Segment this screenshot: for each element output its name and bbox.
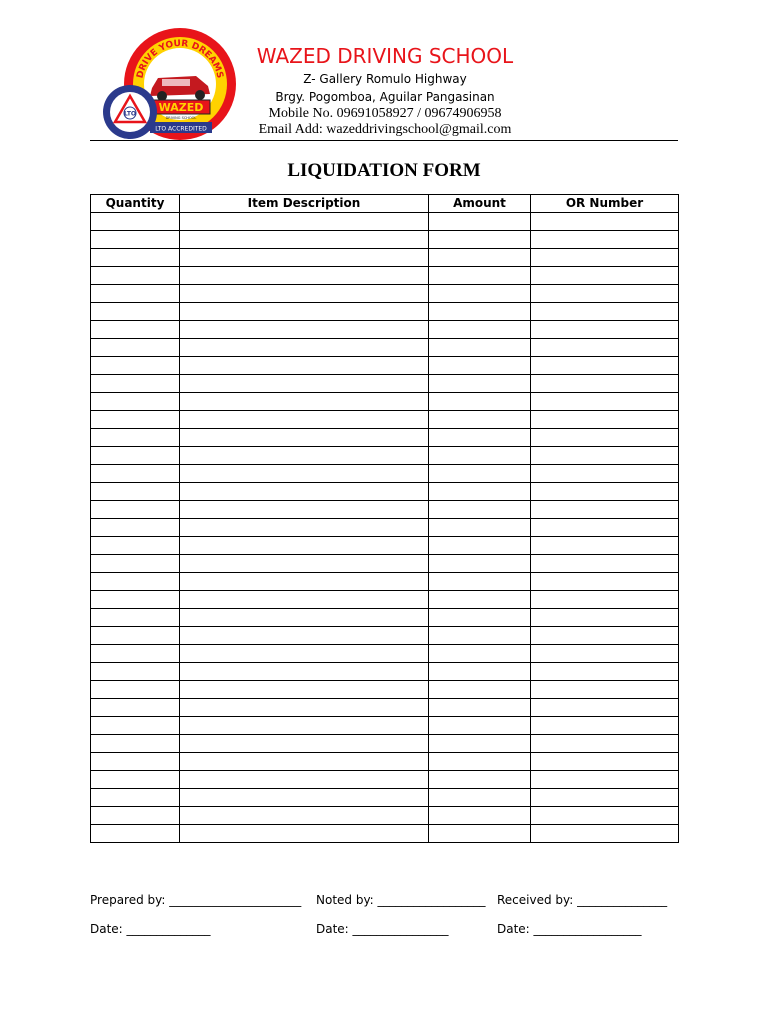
amount-cell[interactable]	[429, 753, 531, 771]
quantity-cell[interactable]	[91, 825, 180, 843]
amount-cell[interactable]	[429, 465, 531, 483]
quantity-cell[interactable]	[91, 591, 180, 609]
or-number-cell[interactable]	[531, 717, 679, 735]
quantity-cell[interactable]	[91, 681, 180, 699]
quantity-cell[interactable]	[91, 357, 180, 375]
item-description-cell[interactable]	[180, 627, 429, 645]
column-header-amount: Amount	[429, 195, 531, 213]
mobile-numbers: Mobile No. 09691058927 / 09674906958	[268, 106, 502, 121]
lto-seal-icon	[103, 85, 157, 139]
header-divider	[90, 140, 678, 141]
table-body	[91, 213, 679, 843]
table-row	[91, 393, 679, 411]
amount-cell[interactable]	[429, 555, 531, 573]
amount-cell[interactable]	[429, 825, 531, 843]
table-row	[91, 249, 679, 267]
column-header-quantity: Quantity	[91, 195, 180, 213]
item-description-cell[interactable]	[180, 807, 429, 825]
quantity-cell[interactable]	[91, 609, 180, 627]
quantity-cell[interactable]	[91, 717, 180, 735]
quantity-cell[interactable]	[91, 699, 180, 717]
item-description-cell[interactable]	[180, 465, 429, 483]
or-number-cell[interactable]	[531, 357, 679, 375]
quantity-cell[interactable]	[91, 771, 180, 789]
or-number-cell[interactable]	[531, 609, 679, 627]
quantity-cell[interactable]	[91, 501, 180, 519]
quantity-cell[interactable]	[91, 555, 180, 573]
amount-cell[interactable]	[429, 267, 531, 285]
table-row	[91, 267, 679, 285]
item-description-cell[interactable]	[180, 303, 429, 321]
email-address: Email Add: wazeddrivingschool@gmail.com	[258, 122, 512, 137]
quantity-cell[interactable]	[91, 393, 180, 411]
quantity-cell[interactable]	[91, 645, 180, 663]
or-number-cell[interactable]	[531, 267, 679, 285]
item-description-cell[interactable]	[180, 753, 429, 771]
table-row	[91, 663, 679, 681]
item-description-cell[interactable]	[180, 573, 429, 591]
table-row	[91, 789, 679, 807]
item-description-cell[interactable]	[180, 681, 429, 699]
item-description-cell[interactable]	[180, 375, 429, 393]
amount-cell[interactable]	[429, 771, 531, 789]
table-row	[91, 303, 679, 321]
amount-cell[interactable]	[429, 303, 531, 321]
amount-cell[interactable]	[429, 393, 531, 411]
noted-by-field[interactable]: Noted by: __________________	[316, 893, 486, 907]
or-number-cell[interactable]	[531, 663, 679, 681]
or-number-cell[interactable]	[531, 825, 679, 843]
table-row	[91, 681, 679, 699]
quantity-cell[interactable]	[91, 483, 180, 501]
item-description-cell[interactable]	[180, 501, 429, 519]
table-row	[91, 285, 679, 303]
amount-cell[interactable]	[429, 321, 531, 339]
or-number-cell[interactable]	[531, 393, 679, 411]
amount-cell[interactable]	[429, 357, 531, 375]
quantity-cell[interactable]	[91, 573, 180, 591]
table-row	[91, 717, 679, 735]
logo-brand: WAZED	[158, 101, 204, 114]
item-description-cell[interactable]	[180, 357, 429, 375]
table-row	[91, 591, 679, 609]
amount-cell[interactable]	[429, 447, 531, 465]
amount-cell[interactable]	[429, 339, 531, 357]
amount-cell[interactable]	[429, 807, 531, 825]
table-row	[91, 825, 679, 843]
table-row	[91, 753, 679, 771]
table-row	[91, 699, 679, 717]
quantity-cell[interactable]	[91, 537, 180, 555]
item-description-cell[interactable]	[180, 555, 429, 573]
quantity-cell[interactable]	[91, 321, 180, 339]
amount-cell[interactable]	[429, 501, 531, 519]
quantity-cell[interactable]	[91, 267, 180, 285]
or-number-cell[interactable]	[531, 321, 679, 339]
or-number-cell[interactable]	[531, 501, 679, 519]
or-number-cell[interactable]	[531, 753, 679, 771]
column-header-or-number: OR Number	[531, 195, 679, 213]
amount-cell[interactable]	[429, 627, 531, 645]
item-description-cell[interactable]	[180, 609, 429, 627]
or-number-cell[interactable]	[531, 231, 679, 249]
amount-cell[interactable]	[429, 249, 531, 267]
amount-cell[interactable]	[429, 645, 531, 663]
logo-arc-text: DRIVE YOUR DREAMS	[135, 38, 225, 80]
quantity-cell[interactable]	[91, 375, 180, 393]
amount-cell[interactable]	[429, 429, 531, 447]
prepared-date-field[interactable]: Date: ______________	[90, 922, 211, 936]
amount-cell[interactable]	[429, 663, 531, 681]
amount-cell[interactable]	[429, 681, 531, 699]
quantity-cell[interactable]	[91, 465, 180, 483]
item-description-cell[interactable]	[180, 771, 429, 789]
or-number-cell[interactable]	[531, 699, 679, 717]
item-description-cell[interactable]	[180, 483, 429, 501]
item-description-cell[interactable]	[180, 429, 429, 447]
table-row	[91, 519, 679, 537]
or-number-cell[interactable]	[531, 483, 679, 501]
or-number-cell[interactable]	[531, 807, 679, 825]
table-row	[91, 429, 679, 447]
quantity-cell[interactable]	[91, 303, 180, 321]
or-number-cell[interactable]	[531, 411, 679, 429]
address-line-2: Brgy. Pogomboa, Aguilar Pangasinan	[275, 90, 495, 104]
quantity-cell[interactable]	[91, 627, 180, 645]
amount-cell[interactable]	[429, 231, 531, 249]
or-number-cell[interactable]	[531, 735, 679, 753]
table-row	[91, 537, 679, 555]
table-row	[91, 627, 679, 645]
quantity-cell[interactable]	[91, 663, 180, 681]
table-row	[91, 357, 679, 375]
amount-cell[interactable]	[429, 609, 531, 627]
quantity-cell[interactable]	[91, 735, 180, 753]
quantity-cell[interactable]	[91, 519, 180, 537]
quantity-cell[interactable]	[91, 339, 180, 357]
item-description-cell[interactable]	[180, 645, 429, 663]
prepared-by-field[interactable]: Prepared by: ______________________	[90, 893, 302, 907]
or-number-cell[interactable]	[531, 339, 679, 357]
table-row	[91, 483, 679, 501]
table-row	[91, 573, 679, 591]
item-description-cell[interactable]	[180, 825, 429, 843]
item-description-cell[interactable]	[180, 663, 429, 681]
table-row	[91, 321, 679, 339]
table-row	[91, 339, 679, 357]
or-number-cell[interactable]	[531, 519, 679, 537]
table-row	[91, 501, 679, 519]
item-description-cell[interactable]	[180, 717, 429, 735]
or-number-cell[interactable]	[531, 627, 679, 645]
amount-cell[interactable]	[429, 789, 531, 807]
table-row	[91, 447, 679, 465]
amount-cell[interactable]	[429, 537, 531, 555]
item-description-cell[interactable]	[180, 591, 429, 609]
liquidation-table	[90, 194, 679, 843]
or-number-cell[interactable]	[531, 465, 679, 483]
item-description-cell[interactable]	[180, 321, 429, 339]
quantity-cell[interactable]	[91, 447, 180, 465]
received-date-field[interactable]: Date: __________________	[497, 922, 642, 936]
or-number-cell[interactable]	[531, 249, 679, 267]
table-row	[91, 231, 679, 249]
item-description-cell[interactable]	[180, 213, 429, 231]
item-description-cell[interactable]	[180, 699, 429, 717]
or-number-cell[interactable]	[531, 213, 679, 231]
table-row	[91, 555, 679, 573]
table-row	[91, 411, 679, 429]
amount-cell[interactable]	[429, 591, 531, 609]
item-description-cell[interactable]	[180, 519, 429, 537]
table-row	[91, 213, 679, 231]
noted-date-field[interactable]: Date: ________________	[316, 922, 449, 936]
column-header-item-description: Item Description	[180, 195, 429, 213]
form-title: LIQUIDATION FORM	[287, 160, 481, 181]
or-number-cell[interactable]	[531, 375, 679, 393]
quantity-cell[interactable]	[91, 411, 180, 429]
table-row	[91, 771, 679, 789]
table-row	[91, 807, 679, 825]
or-number-cell[interactable]	[531, 591, 679, 609]
item-description-cell[interactable]	[180, 285, 429, 303]
quantity-cell[interactable]	[91, 789, 180, 807]
item-description-cell[interactable]	[180, 249, 429, 267]
received-by-field[interactable]: Received by: _______________	[497, 893, 668, 907]
item-description-cell[interactable]	[180, 231, 429, 249]
amount-cell[interactable]	[429, 573, 531, 591]
item-description-cell[interactable]	[180, 735, 429, 753]
table-row	[91, 735, 679, 753]
table-row	[91, 375, 679, 393]
or-number-cell[interactable]	[531, 447, 679, 465]
or-number-cell[interactable]	[531, 573, 679, 591]
table-row	[91, 645, 679, 663]
or-number-cell[interactable]	[531, 429, 679, 447]
or-number-cell[interactable]	[531, 645, 679, 663]
item-description-cell[interactable]	[180, 411, 429, 429]
amount-cell[interactable]	[429, 483, 531, 501]
quantity-cell[interactable]	[91, 213, 180, 231]
quantity-cell[interactable]	[91, 249, 180, 267]
item-description-cell[interactable]	[180, 537, 429, 555]
quantity-cell[interactable]	[91, 807, 180, 825]
item-description-cell[interactable]	[180, 393, 429, 411]
or-number-cell[interactable]	[531, 555, 679, 573]
table-row	[91, 609, 679, 627]
or-number-cell[interactable]	[531, 537, 679, 555]
amount-cell[interactable]	[429, 375, 531, 393]
quantity-cell[interactable]	[91, 285, 180, 303]
amount-cell[interactable]	[429, 735, 531, 753]
logo-seal-text: LTO	[123, 110, 137, 118]
or-number-cell[interactable]	[531, 681, 679, 699]
school-logo	[100, 26, 240, 144]
amount-cell[interactable]	[429, 519, 531, 537]
address-line-1: Z- Gallery Romulo Highway	[303, 72, 467, 86]
amount-cell[interactable]	[429, 285, 531, 303]
logo-sub-brand: DRIVING SCHOOL	[165, 116, 197, 120]
amount-cell[interactable]	[429, 411, 531, 429]
item-description-cell[interactable]	[180, 789, 429, 807]
quantity-cell[interactable]	[91, 753, 180, 771]
or-number-cell[interactable]	[531, 789, 679, 807]
amount-cell[interactable]	[429, 717, 531, 735]
item-description-cell[interactable]	[180, 339, 429, 357]
table-header-row	[91, 195, 679, 213]
amount-cell[interactable]	[429, 213, 531, 231]
quantity-cell[interactable]	[91, 429, 180, 447]
or-number-cell[interactable]	[531, 771, 679, 789]
or-number-cell[interactable]	[531, 303, 679, 321]
school-name: WAZED DRIVING SCHOOL	[256, 44, 514, 68]
table-row	[91, 465, 679, 483]
or-number-cell[interactable]	[531, 285, 679, 303]
item-description-cell[interactable]	[180, 447, 429, 465]
item-description-cell[interactable]	[180, 267, 429, 285]
quantity-cell[interactable]	[91, 231, 180, 249]
amount-cell[interactable]	[429, 699, 531, 717]
logo-banner-text: LTO ACCREDITED	[155, 125, 207, 133]
